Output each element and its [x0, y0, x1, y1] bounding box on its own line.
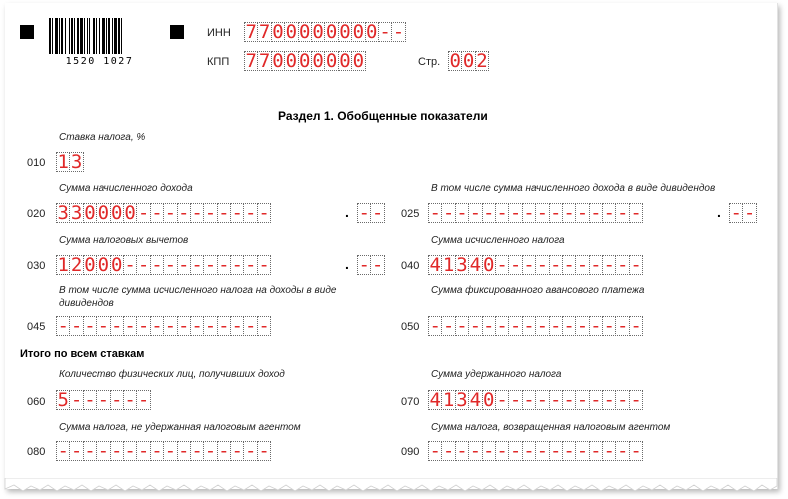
form-cell: -	[603, 315, 615, 337]
form-cell: -	[57, 440, 69, 462]
form-cell: -	[442, 440, 455, 462]
form-cell: -	[630, 315, 642, 337]
code-030: 030	[27, 260, 46, 272]
form-cell: 2	[476, 50, 488, 72]
form-cell: -	[244, 315, 257, 337]
form-cell: -	[590, 254, 602, 276]
caption-050: Сумма фиксированного авансового платежа	[431, 285, 645, 296]
code-045: 045	[27, 321, 46, 333]
barcode-bar	[108, 18, 110, 54]
form-cell: -	[536, 389, 549, 411]
form-cell: -	[218, 202, 230, 224]
form-cell: 0	[272, 50, 284, 72]
form-cell: -	[496, 315, 508, 337]
form-cell: -	[730, 202, 742, 224]
form-cell: -	[536, 202, 549, 224]
barcode-bar	[65, 18, 66, 54]
form-cell: -	[258, 254, 270, 276]
section-title: Раздел 1. Обобщенные показатели	[278, 109, 488, 123]
form-cell: 5	[57, 389, 69, 411]
barcode-bar	[71, 18, 73, 54]
form-cell: -	[456, 315, 468, 337]
form-cell: 0	[325, 21, 338, 43]
form-cell: -	[576, 440, 589, 462]
form-cell: -	[549, 315, 562, 337]
form-cell: -	[563, 389, 575, 411]
form-cell: -	[84, 389, 96, 411]
form-cell: 3	[70, 202, 83, 224]
page-number-cells[interactable]	[448, 51, 488, 71]
form-cell: -	[231, 254, 243, 276]
cells-045[interactable]	[56, 316, 270, 336]
barcode-bar	[84, 18, 85, 54]
form-cell: -	[536, 254, 549, 276]
form-cell: -	[429, 315, 441, 337]
form-cell: 7	[245, 50, 257, 72]
form-cell: -	[70, 389, 83, 411]
form-cell: -	[483, 202, 495, 224]
form-cell: -	[177, 315, 190, 337]
form-cell: -	[84, 440, 96, 462]
decimal-point-030: .	[345, 256, 349, 272]
form-cell: 7	[258, 50, 271, 72]
form-cell: -	[191, 315, 203, 337]
cells-020[interactable]	[56, 203, 270, 223]
form-cell: -	[469, 440, 482, 462]
cells-050[interactable]	[428, 316, 642, 336]
form-cell: -	[204, 254, 217, 276]
form-cell: -	[177, 202, 190, 224]
form-cell: 3	[57, 202, 69, 224]
form-cell: -	[124, 440, 136, 462]
form-cell: 0	[483, 254, 495, 276]
form-cell: -	[164, 315, 177, 337]
cells-010[interactable]	[56, 152, 83, 172]
form-cell: -	[576, 202, 589, 224]
form-cell: -	[124, 315, 136, 337]
form-cell: -	[496, 389, 508, 411]
form-cell: 0	[339, 21, 351, 43]
form-cell: -	[124, 254, 136, 276]
cells-040[interactable]	[428, 255, 642, 275]
form-cell: -	[151, 202, 163, 224]
form-cell: -	[590, 389, 602, 411]
form-cell: -	[603, 254, 615, 276]
form-cell: -	[549, 202, 562, 224]
totals-heading: Итого по всем ставкам	[20, 348, 145, 360]
form-cell: 3	[456, 389, 468, 411]
form-cell: -	[576, 389, 589, 411]
form-cell: 0	[325, 50, 338, 72]
inn-label: ИНН	[207, 27, 231, 39]
cells-030-decimals[interactable]	[357, 255, 384, 275]
form-cell: -	[603, 440, 615, 462]
code-020: 020	[27, 208, 46, 220]
form-cell: -	[509, 254, 522, 276]
form-cell: -	[231, 440, 243, 462]
form-cell: -	[563, 202, 575, 224]
form-cell: -	[442, 202, 455, 224]
form-cell: -	[616, 254, 629, 276]
cells-080[interactable]	[56, 441, 270, 461]
form-cell: -	[218, 440, 230, 462]
form-cell: -	[603, 389, 615, 411]
caption-030: Сумма налоговых вычетов	[59, 235, 189, 246]
form-cell: -	[97, 315, 110, 337]
form-cell: 0	[299, 50, 311, 72]
form-cell: -	[97, 389, 110, 411]
form-cell: 0	[285, 21, 298, 43]
form-cell: 4	[429, 389, 441, 411]
barcode-bar	[69, 18, 70, 54]
form-cell: -	[743, 202, 756, 224]
form-cell: -	[137, 202, 150, 224]
form-cell: -	[258, 440, 270, 462]
form-cell: -	[231, 202, 243, 224]
form-cell: 0	[111, 202, 123, 224]
form-cell: -	[590, 315, 602, 337]
cells-090[interactable]	[428, 441, 642, 461]
form-cell: -	[549, 254, 562, 276]
form-cell: 0	[352, 21, 365, 43]
form-cell: 4	[429, 254, 441, 276]
corner-marker-right	[170, 25, 184, 39]
form-cell: -	[630, 202, 642, 224]
caption-020: Сумма начисленного дохода	[59, 183, 193, 194]
form-cell: -	[469, 202, 482, 224]
form-cell: -	[590, 202, 602, 224]
form-cell: -	[57, 315, 69, 337]
cells-020-decimals[interactable]	[357, 203, 384, 223]
form-cell: -	[371, 254, 384, 276]
form-cell: -	[84, 315, 96, 337]
form-cell: -	[177, 440, 190, 462]
form-cell: -	[630, 254, 642, 276]
barcode-bar	[118, 18, 120, 54]
form-cell: -	[70, 440, 83, 462]
form-cell: -	[563, 440, 575, 462]
kpp-label: КПП	[207, 56, 230, 68]
form-cell: 0	[462, 50, 475, 72]
cells-025-decimals[interactable]	[729, 203, 756, 223]
caption-025: В том числе сумма начисленного дохода в виде дивидендов	[431, 183, 716, 194]
form-cell: -	[97, 440, 110, 462]
form-cell: -	[151, 254, 163, 276]
form-cell: -	[244, 440, 257, 462]
form-cell: 4	[469, 254, 482, 276]
form-cell: -	[496, 440, 508, 462]
barcode-bar	[55, 18, 58, 54]
form-cell: 0	[111, 254, 123, 276]
form-cell: -	[392, 21, 405, 43]
barcode-bar	[80, 18, 83, 54]
barcode-bar	[59, 18, 60, 54]
form-cell: -	[218, 254, 230, 276]
form-cell: 0	[449, 50, 461, 72]
form-cell: -	[603, 202, 615, 224]
inn-cells[interactable]	[244, 22, 405, 42]
form-cell: -	[523, 254, 535, 276]
caption-080: Сумма налога, не удержанная налоговым агентом	[59, 422, 301, 433]
barcode-bar	[89, 18, 90, 54]
form-cell: -	[191, 254, 203, 276]
barcode-bar	[87, 18, 88, 54]
form-cell: -	[456, 202, 468, 224]
form-cell: -	[469, 315, 482, 337]
form-cell: 0	[272, 21, 284, 43]
form-cell: -	[137, 440, 150, 462]
form-cell: -	[523, 202, 535, 224]
code-050: 050	[401, 321, 420, 333]
form-cell: -	[523, 440, 535, 462]
form-cell: -	[442, 315, 455, 337]
form-cell: -	[137, 315, 150, 337]
code-060: 060	[27, 396, 46, 408]
form-cell: -	[164, 202, 177, 224]
form-cell: -	[616, 440, 629, 462]
form-cell: -	[379, 21, 391, 43]
form-cell: 0	[312, 50, 324, 72]
form-cell: 0	[483, 389, 495, 411]
form-cell: -	[576, 315, 589, 337]
form-cell: -	[549, 440, 562, 462]
form-cell: 0	[84, 254, 96, 276]
barcode-bar	[74, 18, 75, 54]
code-090: 090	[401, 446, 420, 458]
form-cell: -	[191, 440, 203, 462]
cells-060[interactable]	[56, 390, 150, 410]
barcode-bar	[61, 18, 63, 54]
form-cell: -	[590, 440, 602, 462]
cells-070[interactable]	[428, 390, 642, 410]
form-cell: -	[204, 202, 217, 224]
form-cell: -	[151, 440, 163, 462]
form-cell: -	[576, 254, 589, 276]
cells-025[interactable]	[428, 203, 642, 223]
form-cell: -	[509, 315, 522, 337]
form-cell: 3	[70, 151, 83, 173]
form-cell: -	[111, 389, 123, 411]
form-cell: -	[164, 254, 177, 276]
decimal-point-020: .	[345, 204, 349, 220]
form-cell: -	[191, 202, 203, 224]
form-cell: -	[483, 440, 495, 462]
form-cell: -	[536, 315, 549, 337]
form-cell: 1	[57, 151, 69, 173]
code-070: 070	[401, 396, 420, 408]
form-cell: -	[137, 389, 150, 411]
form-cell: 1	[57, 254, 69, 276]
barcode-bar	[93, 18, 95, 54]
form-cell: -	[218, 315, 230, 337]
barcode-bar	[49, 18, 51, 54]
form-cell: 0	[299, 21, 311, 43]
form-cell: -	[496, 254, 508, 276]
form-cell: -	[70, 315, 83, 337]
form-cell: -	[358, 254, 370, 276]
form-cell: -	[616, 389, 629, 411]
form-cell: -	[563, 315, 575, 337]
form-cell: 2	[70, 254, 83, 276]
code-010: 010	[27, 157, 46, 169]
form-cell: -	[371, 202, 384, 224]
barcode-bar	[77, 18, 79, 54]
form-cell: -	[124, 389, 136, 411]
form-cell: 0	[352, 50, 365, 72]
cells-030[interactable]	[56, 255, 270, 275]
caption-045-line2: дивидендов	[59, 298, 114, 309]
form-cell: -	[483, 315, 495, 337]
form-cell: 7	[245, 21, 257, 43]
form-cell: 0	[285, 50, 298, 72]
torn-edge	[0, 478, 788, 499]
form-cell: -	[523, 315, 535, 337]
form-cell: -	[616, 202, 629, 224]
form-cell: -	[429, 202, 441, 224]
barcode-bar	[106, 18, 107, 54]
caption-010: Ставка налога, %	[59, 132, 146, 143]
barcode-bar	[96, 18, 97, 54]
form-cell: 4	[469, 389, 482, 411]
form-cell: 0	[339, 50, 351, 72]
form-cell: -	[496, 202, 508, 224]
page-label: Стр.	[418, 56, 441, 68]
form-cell: -	[258, 202, 270, 224]
kpp-cells[interactable]	[244, 51, 365, 71]
barcode-bar	[52, 18, 53, 54]
form-cell: 1	[442, 254, 455, 276]
barcode-bars	[47, 18, 152, 56]
form-cell: -	[204, 315, 217, 337]
barcode-bar	[121, 18, 122, 54]
form-cell: -	[456, 440, 468, 462]
form-cell: -	[616, 315, 629, 337]
caption-070: Сумма удержанного налога	[431, 369, 562, 380]
form-cell: -	[151, 315, 163, 337]
form-cell: -	[549, 389, 562, 411]
barcode	[47, 18, 152, 76]
decimal-point-025: .	[717, 204, 721, 220]
form-cell: -	[258, 315, 270, 337]
form-cell: -	[111, 315, 123, 337]
form-cell: -	[137, 254, 150, 276]
form-cell: -	[231, 315, 243, 337]
form-cell: -	[630, 389, 642, 411]
form-cell: -	[509, 202, 522, 224]
corner-marker-left	[20, 25, 34, 39]
form-cell: -	[111, 440, 123, 462]
form-cell: 0	[312, 21, 324, 43]
caption-090: Сумма налога, возвращенная налоговым агентом	[431, 422, 671, 433]
form-cell: -	[509, 389, 522, 411]
form-cell: 7	[258, 21, 271, 43]
caption-045-line1: В том числе сумма исчисленного налога на доходы в виде	[59, 285, 337, 296]
form-cell: 1	[442, 389, 455, 411]
caption-040: Сумма исчисленного налога	[431, 235, 565, 246]
code-025: 025	[401, 208, 420, 220]
barcode-bar	[99, 18, 100, 54]
form-cell: -	[630, 440, 642, 462]
form-cell: -	[177, 254, 190, 276]
form-cell: 0	[124, 202, 136, 224]
form-cell: 0	[365, 21, 378, 43]
form-cell: -	[536, 440, 549, 462]
form-cell: -	[563, 254, 575, 276]
form-cell: -	[429, 440, 441, 462]
barcode-bar	[114, 18, 117, 54]
barcode-bar	[102, 18, 105, 54]
form-cell: 0	[97, 202, 110, 224]
barcode-bar	[112, 18, 113, 54]
form-cell: -	[244, 202, 257, 224]
form-cell: 0	[84, 202, 96, 224]
code-080: 080	[27, 446, 46, 458]
code-040: 040	[401, 260, 420, 272]
form-cell: -	[358, 202, 370, 224]
form-cell: -	[523, 389, 535, 411]
form-cell: -	[164, 440, 177, 462]
form-cell: -	[204, 440, 217, 462]
form-cell: 3	[456, 254, 468, 276]
caption-060: Количество физических лиц, получивших доход	[59, 369, 285, 380]
form-cell: 0	[97, 254, 110, 276]
form-cell: -	[244, 254, 257, 276]
form-cell: -	[509, 440, 522, 462]
barcode-number: 1520 1027	[65, 56, 134, 67]
